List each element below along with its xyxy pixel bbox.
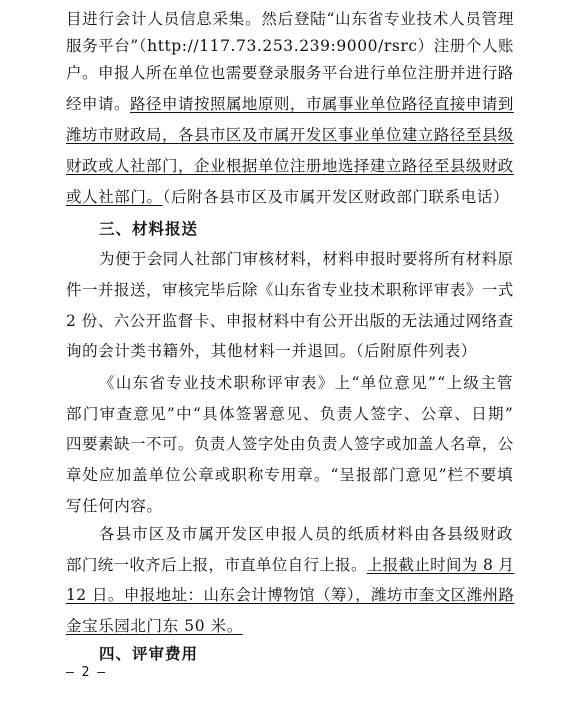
underlined-text: 上报截止时间为 8 月 — [366, 556, 515, 574]
text-segment: 三、材料报送 — [99, 219, 199, 238]
text-line — [66, 277, 514, 303]
text-segment: 2 份、六公开监督卡、申报材料中有公开出版的无法通过网络查 — [66, 312, 514, 330]
text-line — [66, 431, 514, 457]
text-segment: 写任何内容。 — [66, 497, 163, 515]
page-number: — 2 — — [66, 665, 106, 680]
text-segment: 经申请。 — [66, 95, 130, 113]
text-segment: 章处应加盖单位公章或职称专用章。“呈报部门意见”栏不要填 — [66, 466, 514, 484]
underlined-text: 路径申请按照属地原则，市属事业单位路径直接申请到 — [129, 95, 514, 113]
text-line — [66, 33, 514, 59]
text-line — [66, 184, 509, 210]
text-line — [66, 552, 514, 578]
text-segment: 询的会计类书籍外，其他材料一并退回。（后附原件列表） — [66, 342, 477, 360]
text-line — [66, 6, 514, 32]
underlined-text: 潍坊市财政局，各县市区及市属开发区事业单位建立路径至县级 — [66, 126, 514, 144]
text-line — [66, 462, 514, 488]
text-segment: 四要素缺一不可。负责人签字处由负责人签字或加盖人名章，公 — [66, 435, 514, 453]
text-segment: 目进行会计人员信息采集。然后登陆“山东省专业技术人员管理 — [66, 10, 515, 28]
text-line — [66, 401, 514, 427]
underlined-text: 财政或人社部门，企业根据单位注册地选择建立路径至县级财政 — [66, 157, 514, 175]
underlined-text: 12 日。申报地址：山东会计博物馆（筹），潍坊市奎文区潍州路 — [66, 586, 515, 604]
text-segment: 为便于会同人社部门审核材料，材料申报时要将所有材料原 — [99, 250, 514, 268]
text-line — [66, 338, 477, 364]
text-segment: （后附各县市区及市属开发区财政部门联系电话） — [162, 188, 510, 206]
text-segment: 服务平台”（http://117.73.253.239:9000/rsrc）注册个人账 — [66, 37, 515, 55]
text-line — [66, 308, 514, 334]
text-segment: 户。申报人所在单位也需要登录服务平台进行单位注册并进行路 — [66, 64, 514, 82]
text-line — [99, 370, 514, 396]
text-line — [66, 60, 514, 86]
text-line — [66, 91, 514, 117]
text-line — [66, 153, 514, 179]
text-segment: 件一并报送，审核完毕后除《山东省专业技术职称评审表》一式 — [66, 281, 514, 299]
text-segment: 部门统一收齐后上报，市直单位自行上报。 — [66, 556, 367, 574]
text-segment: 各县市区及市属开发区申报人员的纸质材料由各县级财政 — [99, 525, 514, 543]
underlined-text: 或人社部门。 — [66, 188, 163, 206]
section-heading — [99, 641, 198, 667]
underlined-text: 金宝乐园北门东 50 米。 — [66, 617, 243, 635]
text-line — [66, 613, 243, 639]
text-line — [99, 521, 514, 547]
text-segment: 部门审查意见”中“具体签署意见、负责人签字、公章、日期” — [66, 405, 515, 423]
text-segment: 四、评审费用 — [99, 644, 199, 663]
text-line — [99, 246, 514, 272]
text-line — [66, 582, 514, 608]
text-line — [66, 493, 163, 519]
text-line — [66, 122, 514, 148]
section-heading — [99, 216, 198, 242]
text-segment: 《山东省专业技术职称评审表》上“单位意见”“上级主管 — [99, 374, 514, 392]
